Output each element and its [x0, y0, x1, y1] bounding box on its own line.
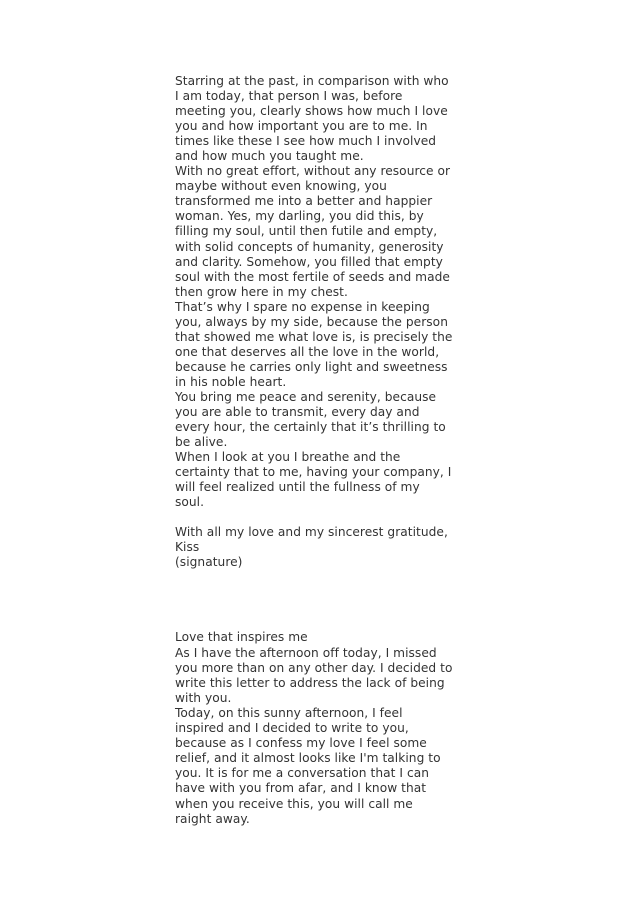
text-line: soul. — [175, 495, 205, 510]
text-line: and how much you taught me. — [175, 149, 364, 164]
text-line: that showed me what love is, is precisely the — [175, 329, 453, 344]
closing-line: With all my love and my sincerest gratitude, — [175, 525, 448, 539]
letter-one-body — [175, 74, 455, 510]
text-line: You bring me peace and serenity, because — [175, 389, 437, 404]
text-line: you and how important you are to me. In — [175, 119, 428, 134]
text-line: will feel realized until the fullness of my — [175, 480, 420, 495]
text-line: have with you from afar, and I know that — [175, 781, 427, 796]
text-line: one that deserves all the love in the world, — [175, 344, 440, 359]
text-line: transformed me into a better and happier — [175, 194, 433, 209]
text-line: soul with the most fertile of seeds and made — [175, 269, 450, 284]
text-line: when you receive this, you will call me — [175, 796, 413, 811]
text-line: certainty that to me, having your company, I — [175, 465, 452, 480]
text-line: When I look at you I breathe and the — [175, 450, 401, 465]
text-line: you more than on any other day. I decided to — [175, 661, 453, 676]
closing-signoff: Kiss — [175, 540, 200, 555]
text-line: inspired and I decided to write to you, — [175, 721, 409, 736]
text-line: times like these I see how much I involved — [175, 134, 437, 149]
text-line: Starring at the past, in comparison with who — [175, 74, 449, 88]
letter-one-closing — [175, 525, 455, 570]
text-line: filling my soul, until then futile and empty, — [175, 224, 438, 239]
text-line: in his noble heart. — [175, 374, 287, 389]
text-line: That’s why I spare no expense in keeping — [175, 299, 430, 314]
text-line: As I have the afternoon off today, I missed — [175, 646, 437, 661]
text-line: I am today, that person I was, before — [175, 89, 403, 104]
text-line: maybe without even knowing, you — [175, 179, 387, 194]
text-line: with you. — [175, 691, 232, 706]
text-line: then grow here in my chest. — [175, 284, 348, 299]
signature-placeholder: (signature) — [175, 555, 243, 570]
text-line: because as I confess my love I feel some — [175, 736, 427, 751]
text-line: you are able to transmit, every day and — [175, 405, 420, 420]
text-line: you. It is for me a conversation that I can — [175, 766, 429, 781]
text-line: and clarity. Somehow, you filled that empty — [175, 254, 443, 269]
text-line: relief, and it almost looks like I'm talking to — [175, 751, 441, 766]
text-line: raight away. — [175, 811, 250, 826]
text-line: write this letter to address the lack of being — [175, 676, 445, 691]
letter-title: Love that inspires me — [175, 630, 308, 644]
text-line: With no great effort, without any resource or — [175, 164, 451, 179]
text-line: be alive. — [175, 435, 228, 450]
text-line: meeting you, clearly shows how much I love — [175, 104, 448, 119]
text-line: you, always by my side, because the person — [175, 314, 448, 329]
text-line: woman. Yes, my darling, you did this, by — [175, 209, 424, 224]
text-line: Today, on this sunny afternoon, I feel — [175, 706, 403, 721]
text-line: every hour, the certainly that it’s thrilling to — [175, 420, 446, 435]
letter-two — [175, 630, 455, 827]
text-line: with solid concepts of humanity, generosity — [175, 239, 444, 254]
text-line: because he carries only light and sweetness — [175, 359, 448, 374]
